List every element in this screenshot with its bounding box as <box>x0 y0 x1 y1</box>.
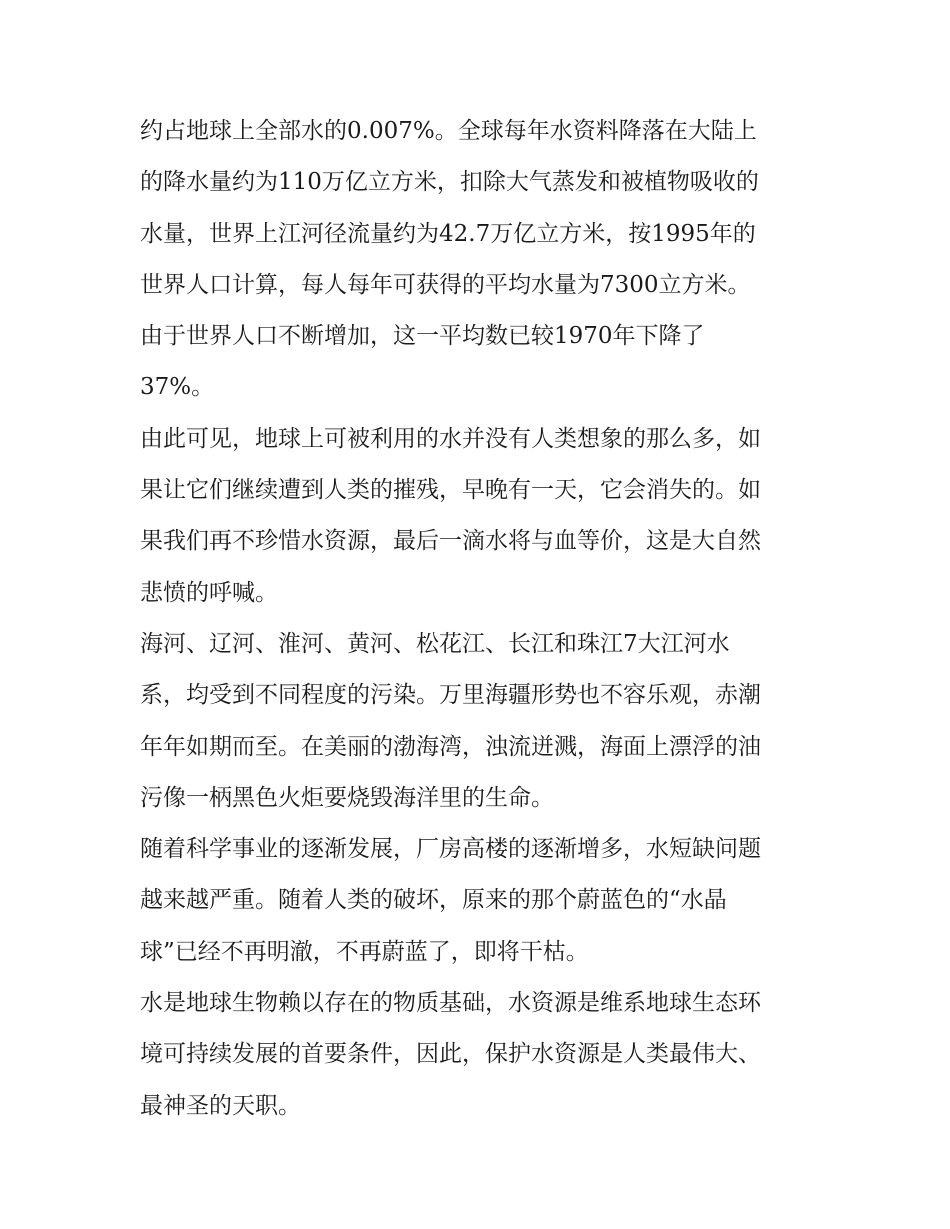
text-line: 最神圣的天职。 <box>140 1092 301 1119</box>
text-line: 境可持续发展的首要条件，因此，保护水资源是人类最伟大、 <box>140 1041 761 1068</box>
text-line: 越来越严重。随着人类的破坏，原来的那个蔚蓝色的“水晶 <box>140 887 727 914</box>
text-line: 世界人口计算，每人每年可获得的平均水量为7300立方米。 <box>140 271 751 298</box>
paragraph-conclusion-warning <box>140 414 815 619</box>
text-line: 果我们再不珍惜水资源，最后一滴水将与血等价，这是大自然 <box>140 528 761 555</box>
text-line: 的降水量约为110万亿立方米，扣除大气蒸发和被植物吸收的 <box>140 169 759 196</box>
text-line: 系，均受到不同程度的污染。万里海疆形势也不容乐观，赤潮 <box>140 682 761 709</box>
paragraph-protect-water <box>140 978 815 1132</box>
text-line: 球”已经不再明澈，不再蔚蓝了，即将干枯。 <box>140 938 589 965</box>
paragraph-water-shortage <box>140 824 815 978</box>
text-line: 水是地球生物赖以存在的物质基础，水资源是维系地球生态环 <box>140 990 761 1017</box>
text-line: 悲愤的呼喊。 <box>140 579 278 606</box>
text-line: 由于世界人口不断增加，这一平均数已较1970年下降了 <box>140 323 705 350</box>
paragraph-river-pollution <box>140 619 815 824</box>
text-line: 海河、辽河、淮河、黄河、松花江、长江和珠江7大江河水 <box>140 630 730 657</box>
paragraph-water-statistics <box>140 106 815 414</box>
text-line: 年年如期而至。在美丽的渤海湾，浊流迸溅，海面上漂浮的油 <box>140 733 761 760</box>
text-line: 水量，世界上江河径流量约为42.7万亿立方米，按1995年的 <box>140 220 756 247</box>
text-line: 随着科学事业的逐渐发展，厂房高楼的逐渐增多，水短缺问题 <box>140 836 761 863</box>
text-line: 约占地球上全部水的0.007%。全球每年水资料降落在大陆上 <box>140 118 757 144</box>
text-line: 果让它们继续遭到人类的摧残，早晚有一天，它会消失的。如 <box>140 477 761 504</box>
text-line: 污像一柄黑色火炬要烧毁海洋里的生命。 <box>140 784 554 811</box>
text-line: 37%。 <box>140 374 215 401</box>
text-line: 由此可见，地球上可被利用的水并没有人类想象的那么多，如 <box>140 425 761 452</box>
document-page <box>140 106 815 1132</box>
